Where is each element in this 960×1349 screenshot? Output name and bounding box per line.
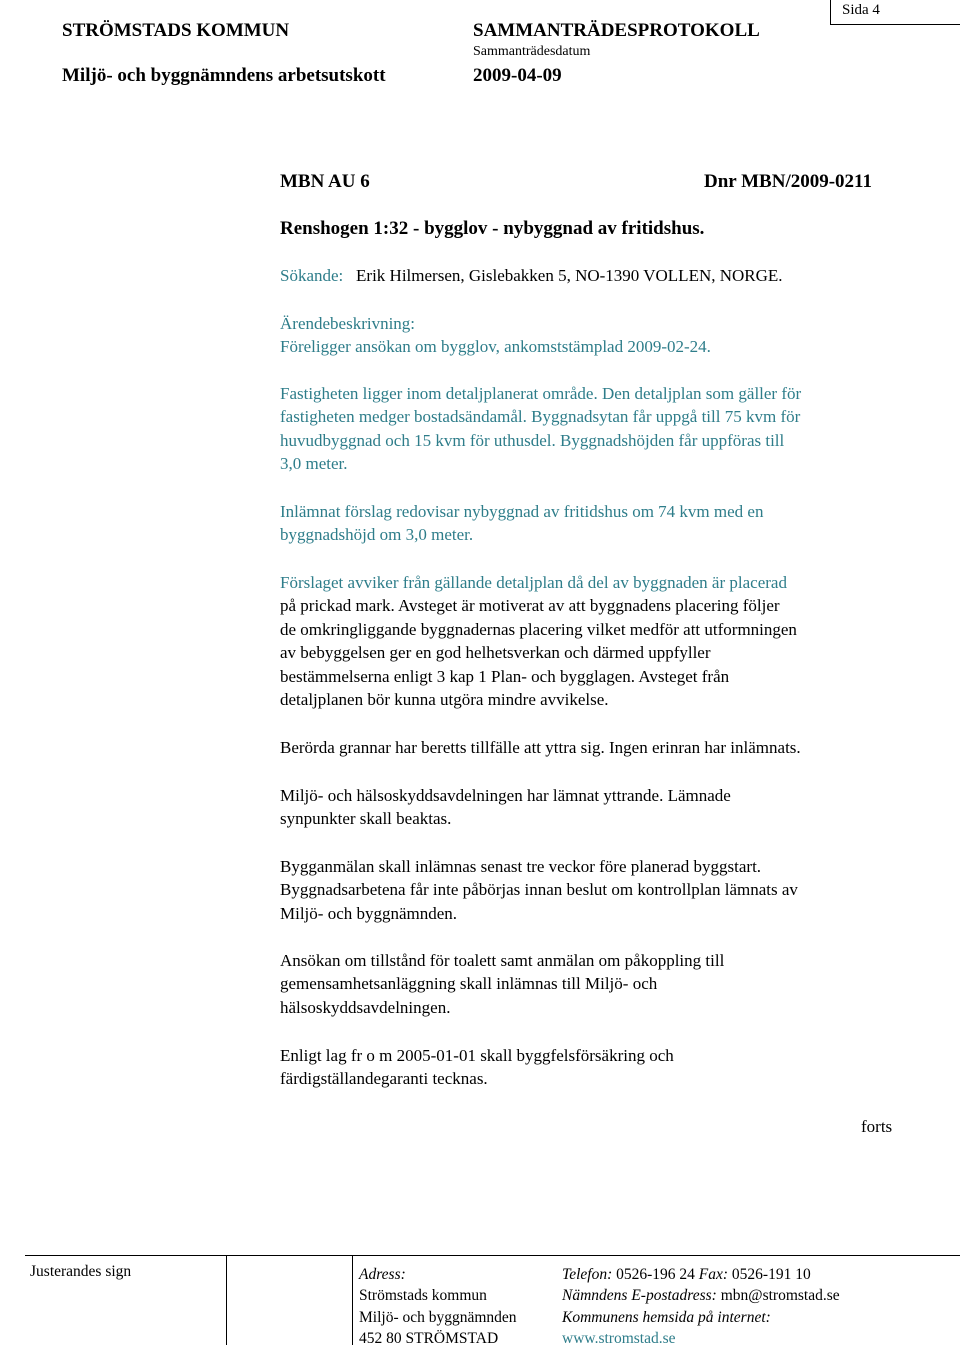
fax-value: 0526-191 10 [731,1266,811,1283]
fax-label: Fax: [698,1266,729,1283]
address-label: Adress: [359,1266,406,1283]
meeting-date: 2009-04-09 [473,65,562,86]
paragraph-health [280,784,920,831]
email-line [562,1285,840,1306]
description-line: Föreligger ansökan om bygglov, ankomststämplad 2009-02-24. [280,337,711,356]
paragraph-toilet [280,949,920,1019]
applicant-value: Erik Hilmersen, Gislebakken 5, NO-1390 VOLLEN, NORGE. [356,266,783,285]
committee-name: Miljö- och byggnämndens arbetsutskott [62,65,386,86]
paragraph-proposal [280,500,920,547]
address-line: Strömstads kommun [359,1287,487,1305]
paragraph-insurance [280,1044,920,1091]
case-title: Renshogen 1:32 - bygglov - nybyggnad av fritidshus. [280,218,705,239]
text-line: Byggnadsarbetena får inte påbörjas innan beslut om kontrollplan lämnats av [280,880,798,900]
text-line: detaljplanen bör kunna utgöra mindre avvikelse. [280,690,609,710]
email-label: Nämndens E-postadress: [562,1287,717,1305]
text-line: Ansökan om tillstånd för toalett samt anmälan om påkoppling till [280,951,725,970]
org-name: STRÖMSTADS KOMMUN [62,20,290,41]
paragraph-neighbours [280,736,920,759]
phone-fax-line [562,1264,840,1285]
phone-label: Telefon: [562,1266,613,1283]
footer-divider-1 [226,1255,227,1345]
text-line: de omkringliggande byggnadernas placering vilket medför att utformningen [280,619,797,639]
footer-rule [25,1255,960,1256]
website-link[interactable]: www.stromstad.se [562,1329,676,1347]
text-line: byggnadshöjd om 3,0 meter. [280,525,474,545]
text-line: hälsoskyddsavdelningen. [280,997,451,1017]
text-line: av bebyggelsen ger en god helhetsverkan och därmed uppfyller [280,643,711,663]
footer-divider-2 [352,1255,353,1345]
page-box-left-border [830,0,831,24]
paragraph-deviation [280,571,920,711]
text-line: huvudbyggnad och 15 kvm för uthusdel. Byggnadshöjden får uppföras till [280,430,785,450]
text-line: färdigställandegaranti tecknas. [280,1069,488,1089]
text-line: Förslaget avviker från gällande detaljplan då del av byggnaden är placerad [280,573,787,592]
page-number: Sida 4 [842,2,880,18]
applicant-label: Sökande: [280,266,344,285]
paragraph-zoning [280,382,920,476]
email-value[interactable]: mbn@stromstad.se [720,1287,840,1305]
text-line: på prickad mark. Avsteget är motiverat av att byggnadens placering följer [280,596,780,616]
page-box-bottom-border [830,24,960,25]
footer-contact [562,1264,840,1349]
applicant-row [280,264,783,287]
text-line: Berörda grannar har beretts tillfälle att yttra sig. Ingen erinran har inlämnats. [280,738,801,757]
signature-label: Justerandes sign [30,1263,132,1280]
text-line: Miljö- och byggnämnden. [280,903,458,923]
text-line: synpunkter skall beaktas. [280,809,452,829]
text-line: Enligt lag fr o m 2005-01-01 skall byggfelsförsäkring och [280,1046,674,1065]
case-dnr: Dnr MBN/2009-0211 [704,171,873,192]
text-line: Miljö- och hälsoskyddsavdelningen har lämnat yttrande. Lämnade [280,786,731,805]
text-line: Bygganmälan skall inlämnas senast tre veckor före planerad byggstart. [280,857,762,876]
web-label: Kommunens hemsida på internet: [562,1308,771,1326]
description-heading: Ärendebeskrivning: [280,314,416,333]
text-line: 3,0 meter. [280,454,348,474]
phone-value: 0526-196 24 [616,1266,695,1283]
address-line: Miljö- och byggnämnden [359,1308,517,1326]
text-line: Inlämnat förslag redovisar nybyggnad av fritidshus om 74 kvm med en [280,502,764,521]
paragraph-building-notice [280,855,920,925]
doc-type: SAMMANTRÄDESPROTOKOLL [473,20,760,41]
text-line: bestämmelserna enligt 3 kap 1 Plan- och bygglagen. Avsteget från [280,666,730,686]
address-line: 452 80 STRÖMSTAD [359,1329,499,1347]
date-label: Sammanträdesdatum [473,44,591,59]
text-line: gemensamhetsanläggning skall inlämnas till Miljö- och [280,974,658,994]
continued-marker: forts [861,1117,893,1136]
footer-address [359,1264,517,1349]
text-line: fastigheten medger bostadsändamål. Byggnadsytan får uppgå till 75 kvm för [280,407,801,427]
case-number: MBN AU 6 [280,171,370,192]
text-line: Fastigheten ligger inom detaljplanerat område. Den detaljplan som gäller för [280,384,802,403]
